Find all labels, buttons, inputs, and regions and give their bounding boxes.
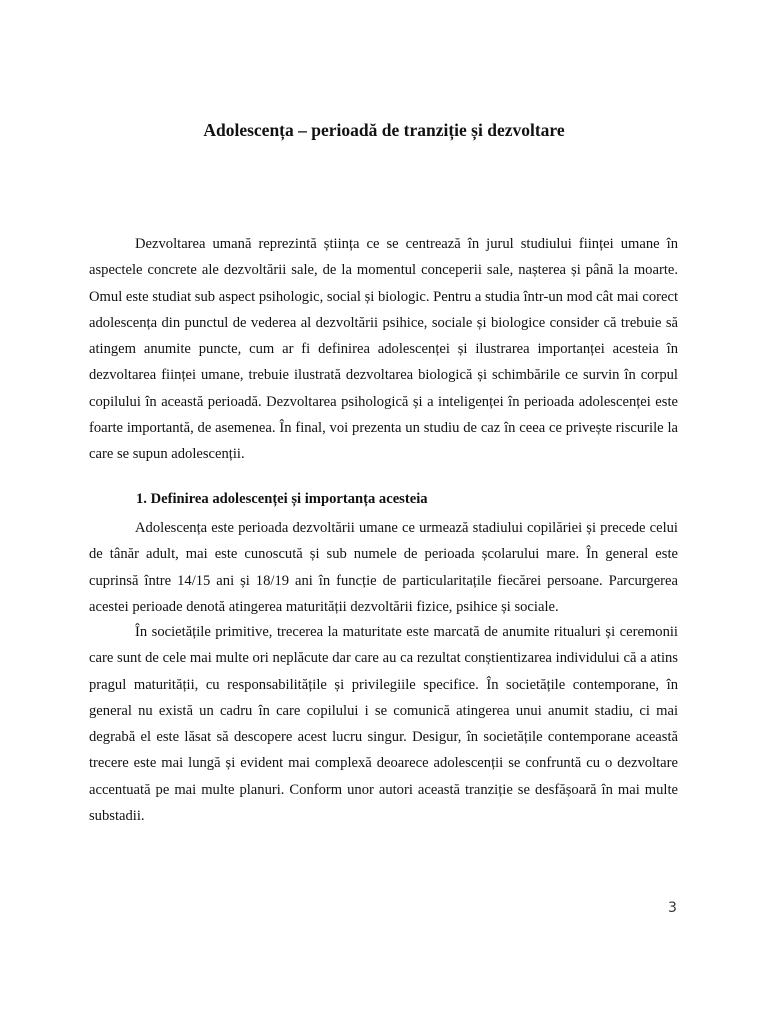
section-paragraph-2: În societățile primitive, trecerea la maturitate este marcată de anumite ritualuri și ceremonii care sunt de cele mai multe ori neplăcute dar care au ca rezultat conștientizarea individului că a atins pragul maturității, cu responsabilitățile și privilegiile specifice. În societățile contemporane, în general nu există un cadru în care copilului i se comunică atingerea unui anumit stadiu, ci mai degrabă el este lăsat să descopere acest lucru singur. Desigur, în societățile contemporane această trecere este mai lungă și evident mai complexă deoarece adolescenții se confruntă cu o dezvoltare accentuată pe mai multe planuri. Conform unor autori această tranziție se desfășoară în mai multe substadii. xyxy=(89,624,678,825)
section-paragraph-1: Adolescența este perioada dezvoltării umane ce urmează stadiului copilăriei și precede celui de tânăr adult, mai este cunoscută și sub numele de perioada școlarului mare. În general este cuprinsă între 14/15 ani și 18/19 ani în funcție de particularitațile fiecărei persoane. Parcurgerea acestei perioade denotă atingerea maturității dezvoltării fizice, psihice și sociale. xyxy=(89,520,678,615)
page-number: 3 xyxy=(668,900,677,916)
section-heading: 1. Definirea adolescenței și importanța acesteia xyxy=(136,491,428,507)
intro-paragraph: Dezvoltarea umană reprezintă știința ce se centrează în jurul studiului ființei umane în aspectele concrete ale dezvoltării sale, de la momentul conceperii sale, nașterea și până la moarte. Omul este studiat sub aspect psihologic, social și biologic. Pentru a studia într-un mod cât mai corect adolescența din punctul de vederea al dezvoltării psihice, sociale și biologice consider că trebuie să atingem anumite puncte, cum ar fi definirea adolescenței și ilustrarea importanței acesteia în dezvoltarea ființei umane, trebuie ilustrată dezvoltarea biologică și schimbările ce survin în corpul copilului în această perioadă. Dezvoltarea psihologică și a inteligenței în perioada adolescenței este foarte importantă, de asemenea. În final, voi prezenta un studiu de caz în ceea ce privește riscurile la care se supun adolescenții. xyxy=(89,236,679,463)
document-title: Adolescența – perioadă de tranziție și dezvoltare xyxy=(203,120,565,140)
